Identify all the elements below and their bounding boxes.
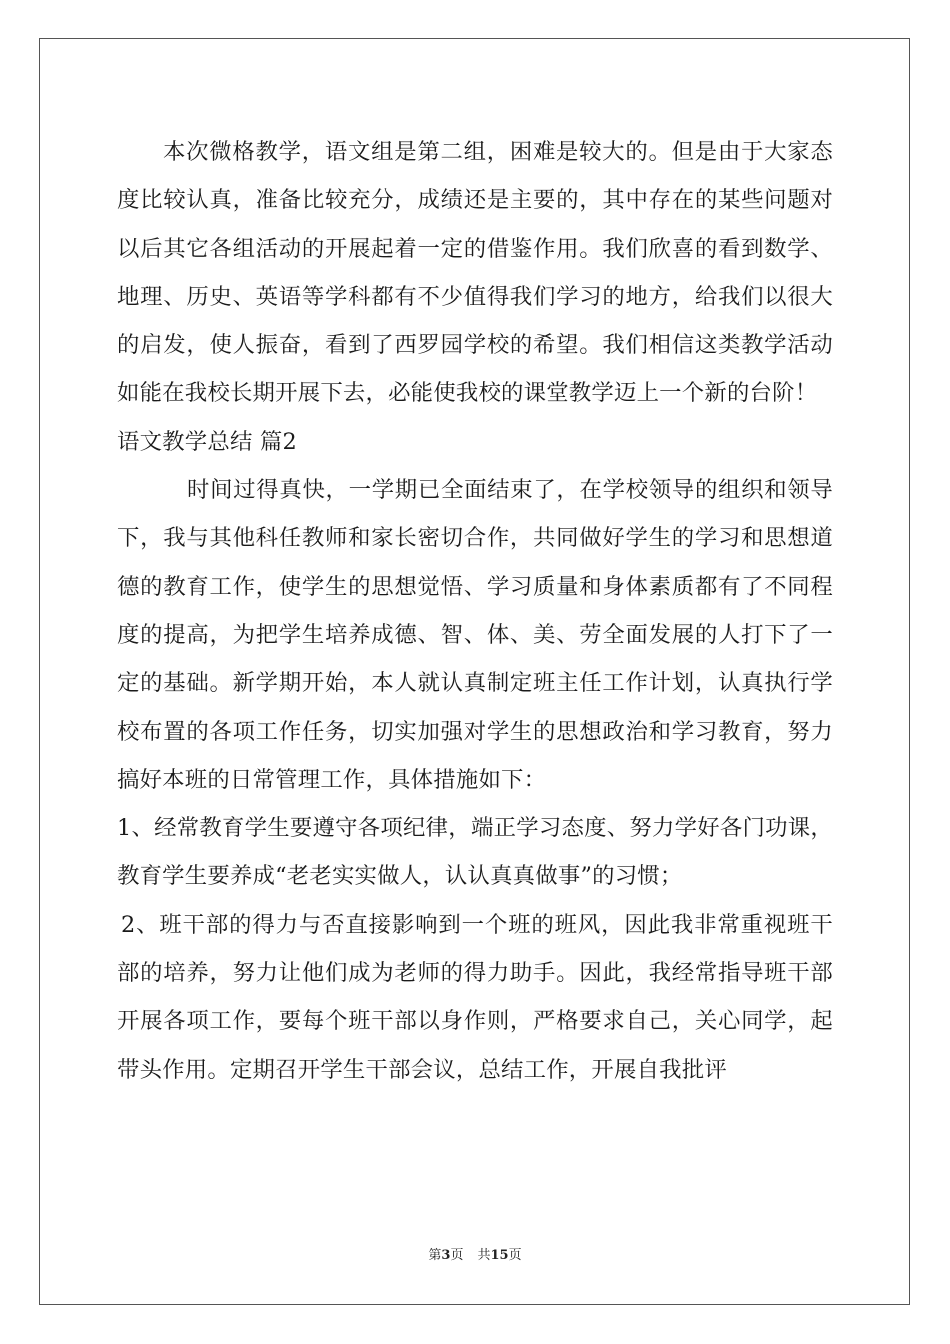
- list-item-1: 1、经常教育学生要遵守各项纪律，端正学习态度、努力学好各门功课，教育学生要养成“老老实实做人，认认真真做事”的习惯；: [117, 815, 833, 890]
- page-current: 3: [441, 1248, 451, 1263]
- section-heading: 语文教学总结 篇2: [117, 428, 297, 455]
- page-total: 15: [490, 1248, 509, 1263]
- page-prefix: 第: [428, 1248, 442, 1263]
- paragraph-1: 本次微格教学，语文组是第二组，困难是较大的。但是由于大家态度比较认真，准备比较充分，成绩还是主要的，其中存在的某些问题对以后其它各组活动的开展起着一定的借鉴作用。我们欣喜的看到数学、地理、历史、英语等学科都有不少值得我们学习的地方，给我们以很大的启发，使人振奋，看到了西罗园学校的希望。我们相信这类教学活动如能在我校长期开展下去，必能使我校的课堂教学迈上一个新的台阶！: [117, 139, 833, 407]
- page-footer: [0, 1247, 950, 1265]
- total-prefix: 共: [477, 1248, 491, 1263]
- paragraph-2: 时间过得真快，一学期已全面结束了，在学校领导的组织和领导下，我与其他科任教师和家长密切合作，共同做好学生的学习和思想道德的教育工作，使学生的思想觉悟、学习质量和身体素质都有了不同程度的提高，为把学生培养成德、智、体、美、劳全面发展的人打下了一定的基础。新学期开始，本人就认真制定班主任工作计划，认真执行学校布置的各项工作任务，切实加强对学生的思想政治和学习教育，努力搞好本班的日常管理工作，具体措施如下：: [117, 477, 833, 793]
- list-item-2: 2、班干部的得力与否直接影响到一个班的班风，因此我非常重视班干部的培养，努力让他们成为老师的得力助手。因此，我经常指导班干部开展各项工作，要每个班干部以身作则，严格要求自己，关心同学，起带头作用。定期召开学生干部会议，总结工作，开展自我批评: [117, 911, 833, 1083]
- page-unit: 页: [450, 1248, 464, 1263]
- total-unit: 页: [508, 1248, 522, 1263]
- document-body: [117, 128, 833, 1094]
